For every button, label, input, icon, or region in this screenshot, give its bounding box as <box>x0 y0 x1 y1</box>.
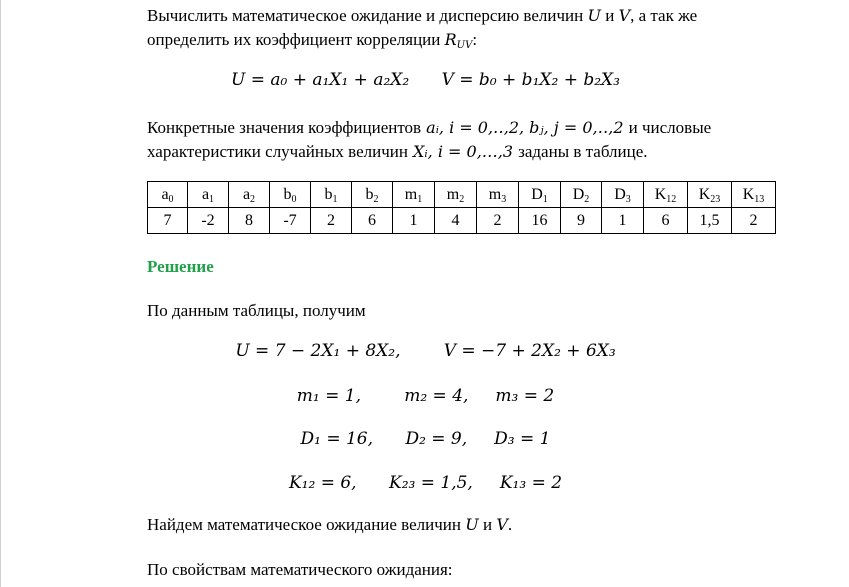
table-cell: 6 <box>644 208 688 234</box>
values-line-2 <box>147 140 787 164</box>
cell-text: D <box>531 185 543 203</box>
cell-subscript: 2 <box>459 193 465 205</box>
table-header-cell <box>477 182 519 208</box>
table-header-cell <box>393 182 435 208</box>
table-header-cell <box>148 182 188 208</box>
table-cell: 1 <box>602 208 644 234</box>
values-text-2: характеристики случайных величин <box>147 142 408 161</box>
cell-text: D <box>614 185 626 203</box>
cell-subscript: 23 <box>710 193 721 205</box>
period: . <box>507 515 513 534</box>
var-r-uv <box>445 30 473 49</box>
cell-subscript: 3 <box>625 193 631 205</box>
cell-subscript: 2 <box>250 193 256 205</box>
table-header-cell <box>602 182 644 208</box>
table-cell: 6 <box>352 208 393 234</box>
cell-subscript: 2 <box>373 193 379 205</box>
cell-subscript: 1 <box>417 193 423 205</box>
values-line-1 <box>147 116 787 140</box>
values-text-1: Конкретные значения коэффициентов <box>147 118 422 137</box>
table-header-cell <box>732 182 776 208</box>
index-ranges: aᵢ, i = 0,‥,2, bⱼ, j = 0,‥,2 <box>421 118 629 137</box>
main-formula: U = a₀ + a₁X₁ + a₂X₂ V = b₀ + b₁X₂ + b₂X₃ <box>231 70 620 90</box>
table-cell: 1 <box>393 208 435 234</box>
cell-subscript: 1 <box>332 193 338 205</box>
table-header-cell <box>311 182 352 208</box>
colon: : <box>472 30 478 49</box>
table-cell: 4 <box>435 208 477 234</box>
var-u: U <box>465 515 479 534</box>
intro-text-2: определить их коэффициент корреляции <box>147 30 441 49</box>
table-cell: -2 <box>188 208 229 234</box>
cell-subscript: 0 <box>168 193 174 205</box>
table-cell: 2 <box>311 208 352 234</box>
intro-line-1 <box>147 4 787 28</box>
table-cell: 7 <box>148 208 188 234</box>
cell-subscript: 12 <box>666 193 677 205</box>
table-header-row <box>148 182 776 208</box>
table-cell: 2 <box>477 208 519 234</box>
equation-uv: U = 7 − 2X₁ + 8X₂, V = −7 + 2X₂ + 6X₃ <box>235 341 616 361</box>
table-header-cell <box>644 182 688 208</box>
solution-heading: Решение <box>147 257 214 276</box>
table-header-cell <box>270 182 311 208</box>
cell-text: b <box>365 185 374 203</box>
cell-text: a <box>242 185 251 203</box>
cell-text: a <box>161 185 169 203</box>
cell-text: K <box>698 185 711 203</box>
var-r: R <box>444 30 457 49</box>
table-header-cell <box>188 182 229 208</box>
cell-subscript: 2 <box>584 193 590 205</box>
cell-text: K <box>654 185 667 203</box>
find-text: Найдем математическое ожидание величин <box>147 515 461 534</box>
table-header-cell <box>519 182 561 208</box>
cell-subscript: 13 <box>754 193 765 205</box>
table-cell: 16 <box>519 208 561 234</box>
table-header-cell <box>688 182 732 208</box>
cell-subscript: 1 <box>209 193 215 205</box>
values-tail-2: заданы в таблице. <box>518 142 648 161</box>
equation-m: m₁ = 1, m₂ = 4, m₃ = 2 <box>296 386 555 406</box>
equation-d: D₁ = 16, D₂ = 9, D₃ = 1 <box>300 429 551 449</box>
table-cell: 1,5 <box>688 208 732 234</box>
properties-line: По свойствам математического ожидания: <box>147 560 453 579</box>
cell-text: a <box>201 185 210 203</box>
intro-line-2 <box>147 28 787 52</box>
cell-text: K <box>742 185 755 203</box>
var-v: V <box>618 6 631 25</box>
x-index-range: Xᵢ, i = 0,…,3 <box>407 142 519 161</box>
cell-text: D <box>572 185 585 203</box>
cell-text: b <box>283 185 292 203</box>
table-header-cell <box>229 182 270 208</box>
cell-subscript: 3 <box>501 193 507 205</box>
var-u: U <box>587 6 601 25</box>
intro-text: Вычислить математическое ожидание и дисперсию величин <box>147 6 584 25</box>
cell-text: m <box>488 185 502 203</box>
table-header-cell <box>435 182 477 208</box>
table-header-cell <box>352 182 393 208</box>
coefficients-table <box>147 181 776 234</box>
intro-tail: , а так же <box>630 6 698 25</box>
var-v: V <box>496 515 508 534</box>
equation-k: K₁₂ = 6, K₂₃ = 1,5, K₁₃ = 2 <box>288 473 563 493</box>
cell-text: m <box>404 185 418 203</box>
solution-intro: По данным таблицы, получим <box>147 301 366 320</box>
cell-text: m <box>446 185 460 203</box>
table-cell: 8 <box>229 208 270 234</box>
table-cell: -7 <box>270 208 311 234</box>
conjunction: и <box>605 6 615 25</box>
find-expectation-line <box>147 513 787 537</box>
cell-text: b <box>324 185 333 203</box>
cell-subscript: 1 <box>542 193 548 205</box>
var-r-subscript: UV <box>456 40 473 51</box>
table-cell: 2 <box>732 208 776 234</box>
conjunction: и <box>482 515 493 534</box>
cell-subscript: 0 <box>291 193 297 205</box>
table-cell: 9 <box>561 208 602 234</box>
table-header-cell <box>561 182 602 208</box>
values-tail-1: и числовые <box>628 118 712 137</box>
table-row <box>148 208 776 234</box>
